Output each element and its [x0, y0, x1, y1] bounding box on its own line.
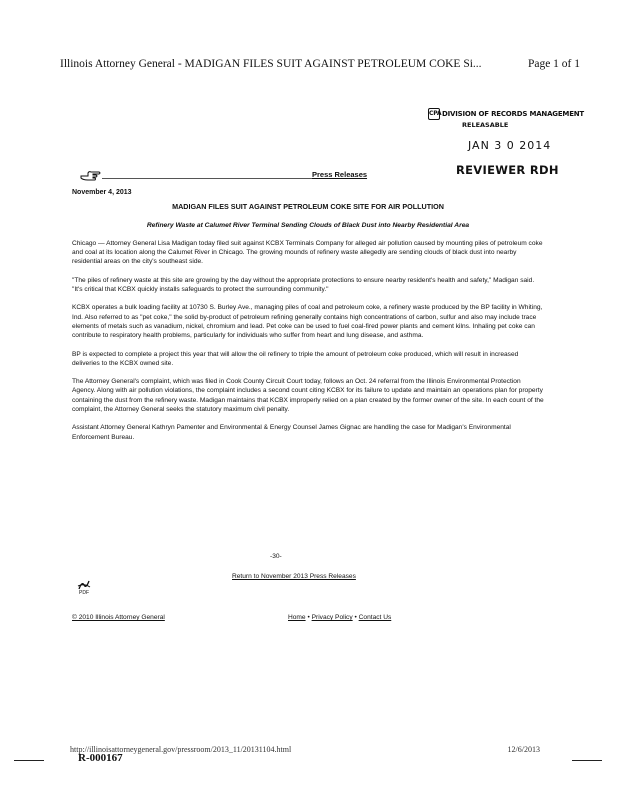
copyright-link[interactable]: © 2010 Illinois Attorney General [72, 614, 165, 621]
page-indicator: Page 1 of 1 [527, 58, 580, 70]
records-stamp [428, 108, 588, 177]
margin-mark [572, 760, 602, 761]
seal-icon: CPA [428, 108, 440, 120]
press-releases-link[interactable]: Press Releases [312, 170, 368, 179]
privacy-policy-link[interactable]: Privacy Policy [311, 614, 353, 621]
print-header [60, 58, 580, 70]
paragraph: The Attorney General's complaint, which was filed in Cook County Circuit Court today, follows an Oct. 24 referral from the Illinois Environmental Protection Agency. Along with air pollution violations, the complaint includes a second count citing KCBX for its failure to update and maintain an operations plan for property containing the dust from the refinery waste. Madigan maintains that KCBX improperly relied on a plan created by the former owner of the site. In each count of the complaint, the Attorney General seeks the statutory maximum civil penalty. [72, 378, 544, 414]
page-url: http://illinoisattorneygeneral.gov/pressroom/2013_11/20131104.html [70, 745, 292, 754]
stamp-date: JAN 3 0 2014 [468, 139, 552, 152]
print-date: 12/6/2013 [507, 745, 540, 754]
release-date: November 4, 2013 [72, 189, 132, 196]
contact-us-link[interactable]: Contact Us [358, 614, 392, 621]
subheadline: Refinery Waste at Calumet River Terminal Sending Clouds of Black Dust into Nearby Residential Area [146, 221, 470, 229]
return-link[interactable]: Return to November 2013 Press Releases [232, 573, 356, 580]
paragraph: Assistant Attorney General Kathryn Pamenter and Environmental & Energy Counsel James Gignac are handling the case for Madigan's Environmental Enforcement Bureau. [72, 424, 511, 441]
footer-links [288, 614, 391, 621]
margin-mark [14, 760, 44, 761]
paragraph: KCBX operates a bulk loading facility at 10730 S. Burley Ave., managing piles of coal and petroleum coke, a refinery waste produced by the BP facility in Whiting, Ind. Also referred to as "pet coke," the solid by-product of petroleum refining generally contains high concentrations of carbon, sulfur and also may include trace elements of metals such as vanadium, nickel, chromium and lead. Pet coke can be used to fuel coal-fired power plants and cement kilns. Inhaling pet coke can contribute to respiratory health problems, particularly for individuals who suffer from heart and lung disease, and asthma. [72, 304, 543, 340]
headline: MADIGAN FILES SUIT AGAINST PETROLEUM COKE SITE FOR AIR POLLUTION [172, 202, 444, 212]
header-divider [102, 178, 312, 179]
bates-number: R-000167 [78, 752, 123, 764]
stamp-releasable: RELEASABLE [462, 121, 509, 129]
footer-separator: • [354, 614, 357, 621]
print-footer [70, 745, 540, 754]
end-mark: -30- [270, 553, 282, 560]
article [72, 188, 544, 442]
paragraph: "The piles of refinery waste at this site are growing by the day without the appropriate protections to ensure nearby resident's health and safety," Madigan said. "It's critical that KCBX quickly installs safeguards to protect the surrounding community." [72, 276, 535, 294]
pointing-hand-icon [80, 168, 102, 182]
pdf-icon[interactable] [77, 580, 91, 590]
pdf-label: PDF [79, 590, 89, 596]
footer-separator: • [307, 614, 310, 621]
page-title: Illinois Attorney General - MADIGAN FILES SUIT AGAINST PETROLEUM COKE Si... [60, 58, 482, 70]
stamp-reviewer: REVIEWER RDH [456, 163, 559, 177]
paragraph: Chicago — Attorney General Lisa Madigan today filed suit against KCBX Terminals Company for alleged air pollution caused by mounting piles of petroleum coke and coal at its location along the Calumet River in Chicago. The growing mounds of refinery waste allegedly are sending clouds of black dust into nearby residential areas on the city's southeast side. [72, 239, 543, 266]
paragraph: BP is expected to complete a project this year that will allow the oil refinery to triple the amount of petroleum coke produced, which will result in increased deliveries to the KCBX owned site. [72, 350, 519, 367]
home-link[interactable]: Home [288, 614, 306, 621]
stamp-division: DIVISION OF RECORDS MANAGEMENT [442, 110, 585, 118]
